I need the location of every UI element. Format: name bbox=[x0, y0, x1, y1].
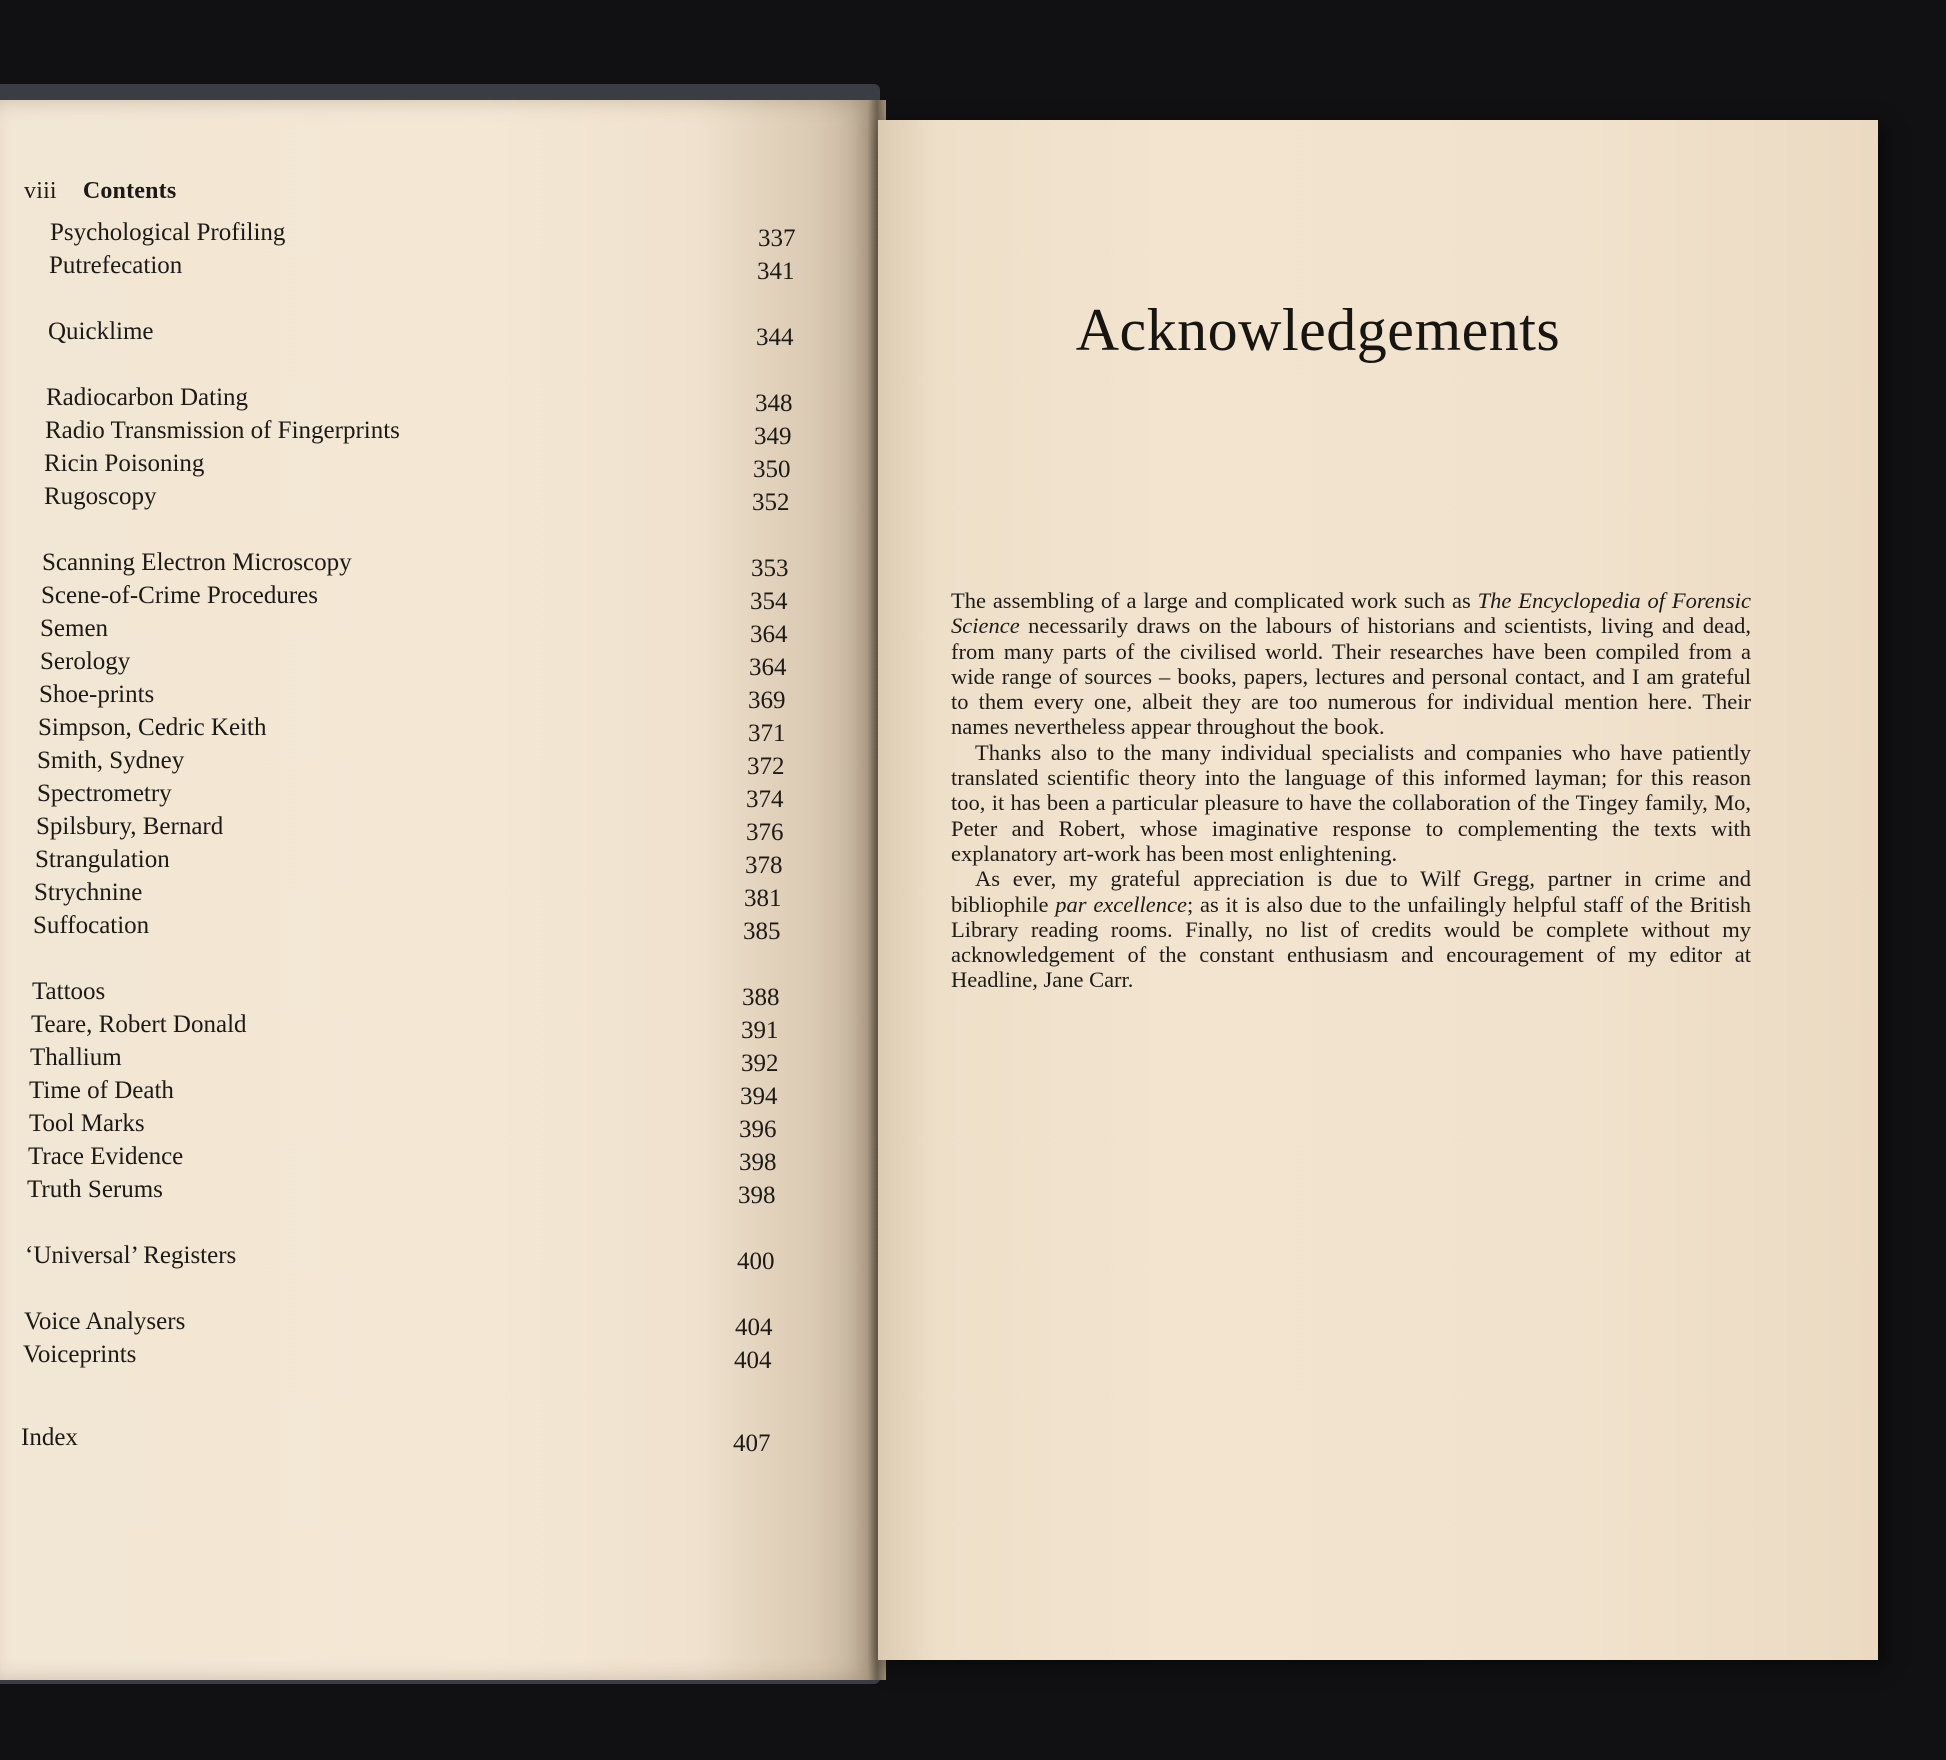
toc-entry-page: 376 bbox=[746, 819, 784, 846]
book-title-italic: The Encyclopedia of Forensic Science bbox=[951, 588, 1751, 639]
toc-entry bbox=[49, 250, 817, 285]
toc-entry-page: 354 bbox=[750, 588, 788, 615]
page-title: Acknowledgements bbox=[1075, 297, 1561, 363]
toc-entry-page: 378 bbox=[745, 852, 783, 879]
toc-entry-page: 396 bbox=[739, 1116, 777, 1143]
toc-entry-title: Serology bbox=[40, 648, 131, 675]
toc-entry-title: Radiocarbon Dating bbox=[46, 384, 249, 411]
toc-entry-title: Rugoscopy bbox=[44, 483, 157, 510]
toc-entry-page: 369 bbox=[748, 687, 786, 714]
toc-entry-page: 394 bbox=[740, 1083, 778, 1110]
toc-entry-title: Simpson, Cedric Keith bbox=[38, 714, 267, 741]
toc-entry bbox=[34, 877, 804, 912]
toc-entry-title: Index bbox=[21, 1424, 78, 1451]
toc-entry-page: 353 bbox=[751, 555, 789, 582]
toc-entry bbox=[42, 547, 811, 582]
toc-entry-title: Voice Analysers bbox=[24, 1308, 186, 1335]
toc-entry bbox=[40, 613, 810, 648]
paragraph-1 bbox=[951, 588, 1751, 740]
paragraph-3 bbox=[951, 866, 1751, 992]
toc-entry-title: Suffocation bbox=[33, 912, 150, 939]
toc-entry-title: Strangulation bbox=[35, 846, 170, 873]
toc-entry-title: Tattoos bbox=[32, 978, 106, 1005]
toc-entry-page: 344 bbox=[756, 324, 794, 351]
paragraph-1-text-a: The assembling of a large and complicated work such as bbox=[951, 588, 1478, 613]
toc-entry-page: 388 bbox=[742, 984, 780, 1011]
toc-entry bbox=[38, 712, 808, 747]
toc-entry-page: 371 bbox=[748, 720, 786, 747]
toc-entry bbox=[31, 1009, 801, 1044]
running-head-title: Contents bbox=[82, 178, 177, 204]
toc-entry-title: Teare, Robert Donald bbox=[31, 1011, 247, 1038]
toc-entry-title: Scanning Electron Microscopy bbox=[42, 549, 352, 576]
toc-entry bbox=[50, 217, 818, 252]
toc-entry bbox=[24, 1306, 795, 1341]
toc-entry-title: Time of Death bbox=[29, 1077, 174, 1104]
toc-entry bbox=[28, 1141, 799, 1176]
toc-entry bbox=[40, 646, 809, 681]
toc-entry-title: Quicklime bbox=[48, 318, 154, 345]
toc-entry-page: 341 bbox=[757, 258, 795, 285]
page-number: viii bbox=[24, 178, 57, 204]
toc-entry-title: Spilsbury, Bernard bbox=[36, 813, 224, 840]
table-of-contents bbox=[0, 100, 872, 1680]
toc-entry bbox=[44, 448, 813, 483]
toc-entry-title: Semen bbox=[40, 615, 109, 642]
toc-entry bbox=[48, 316, 816, 351]
toc-entry bbox=[21, 1422, 793, 1457]
contents-page bbox=[0, 100, 872, 1680]
toc-entry-page: 337 bbox=[758, 225, 796, 252]
toc-entry-page: 352 bbox=[752, 489, 790, 516]
toc-entry-page: 348 bbox=[755, 390, 793, 417]
toc-entry bbox=[23, 1339, 794, 1374]
toc-entry-page: 381 bbox=[744, 885, 782, 912]
toc-entry-title: Voiceprints bbox=[23, 1341, 137, 1368]
paragraph-3-text-a: As ever, my grateful appreciation is due to Wilf Gregg, partner in crime and bibliophile bbox=[951, 866, 1751, 917]
toc-entry bbox=[41, 580, 810, 615]
toc-entry-title: ‘Universal’ Registers bbox=[25, 1242, 237, 1269]
toc-entry-title: Putrefecation bbox=[49, 252, 183, 279]
toc-entry-title: Tool Marks bbox=[29, 1110, 145, 1137]
toc-entry bbox=[32, 976, 802, 1011]
toc-entry-title: Radio Transmission of Fingerprints bbox=[45, 417, 400, 444]
toc-entry bbox=[27, 1174, 798, 1209]
toc-entry bbox=[46, 382, 815, 417]
toc-entry-title: Trace Evidence bbox=[28, 1143, 184, 1170]
toc-entry bbox=[39, 679, 808, 714]
toc-entry-page: 350 bbox=[753, 456, 791, 483]
toc-entry bbox=[29, 1075, 800, 1110]
toc-entry-title: Thallium bbox=[30, 1044, 122, 1071]
toc-entry-title: Strychnine bbox=[34, 879, 143, 906]
toc-entry bbox=[29, 1108, 799, 1143]
toc-entry-page: 404 bbox=[734, 1347, 772, 1374]
toc-entry-page: 364 bbox=[749, 654, 787, 681]
toc-entry-page: 349 bbox=[754, 423, 792, 450]
paragraph-1-text-b: necessarily draws on the labours of historians and scientists, living and dead, from many parts of the civilised world. Their researches have been compiled from a wide range of sources – books, papers, lectures and personal contact, and I am grateful to them every one, albeit they are too numerous for individual mention here. Their names nevertheless appear throughout the book. bbox=[951, 613, 1751, 740]
toc-entry-page: 407 bbox=[733, 1430, 771, 1457]
toc-entry-page: 398 bbox=[738, 1182, 776, 1209]
acknowledgements-text bbox=[951, 588, 1751, 993]
paragraph-2: Thanks also to the many individual specialists and companies who have patiently translated scientific theory into the language of this informed layman; for this reason too, it has been a particular pleasure to have the collaboration of the Tingey family, Mo, Peter and Robert, whose imaginative response to complementing the texts with explanatory art-work has been most enlightening. bbox=[951, 739, 1751, 866]
toc-entry bbox=[36, 811, 806, 846]
par-excellence-italic: par excellence bbox=[1055, 891, 1187, 917]
toc-entry-page: 400 bbox=[737, 1248, 775, 1275]
toc-entry-page: 364 bbox=[750, 621, 788, 648]
toc-entry bbox=[33, 910, 803, 945]
toc-entry-page: 374 bbox=[746, 786, 784, 813]
toc-entry bbox=[37, 778, 806, 813]
toc-entry bbox=[30, 1042, 801, 1077]
toc-entry-title: Psychological Profiling bbox=[50, 219, 286, 246]
toc-entry-page: 404 bbox=[735, 1314, 773, 1341]
toc-entry-title: Truth Serums bbox=[27, 1176, 163, 1203]
acknowledgements-page bbox=[878, 120, 1878, 1660]
toc-entry bbox=[35, 844, 805, 879]
toc-entry-page: 385 bbox=[743, 918, 781, 945]
toc-entry-title: Spectrometry bbox=[37, 780, 172, 807]
toc-entry-title: Ricin Poisoning bbox=[44, 450, 205, 477]
toc-entry-title: Smith, Sydney bbox=[37, 747, 185, 774]
paragraph-3-text-b: ; as it is also due to the unfailingly helpful staff of the British Library reading rooms. Finally, no list of credits would be complete without my acknowledgement of the constant enthusiasm and encouragement of my editor at Headline, Jane Carr. bbox=[951, 891, 1751, 993]
toc-entry-page: 398 bbox=[739, 1149, 777, 1176]
toc-entry bbox=[37, 745, 807, 780]
toc-entry bbox=[25, 1240, 797, 1275]
toc-entry-page: 391 bbox=[741, 1017, 779, 1044]
toc-entry bbox=[45, 415, 814, 450]
toc-entry-page: 372 bbox=[747, 753, 785, 780]
toc-entry-page: 392 bbox=[741, 1050, 779, 1077]
toc-entry-title: Scene-of-Crime Procedures bbox=[41, 582, 318, 609]
toc-entry bbox=[44, 481, 812, 516]
toc-entry-title: Shoe-prints bbox=[39, 681, 155, 708]
